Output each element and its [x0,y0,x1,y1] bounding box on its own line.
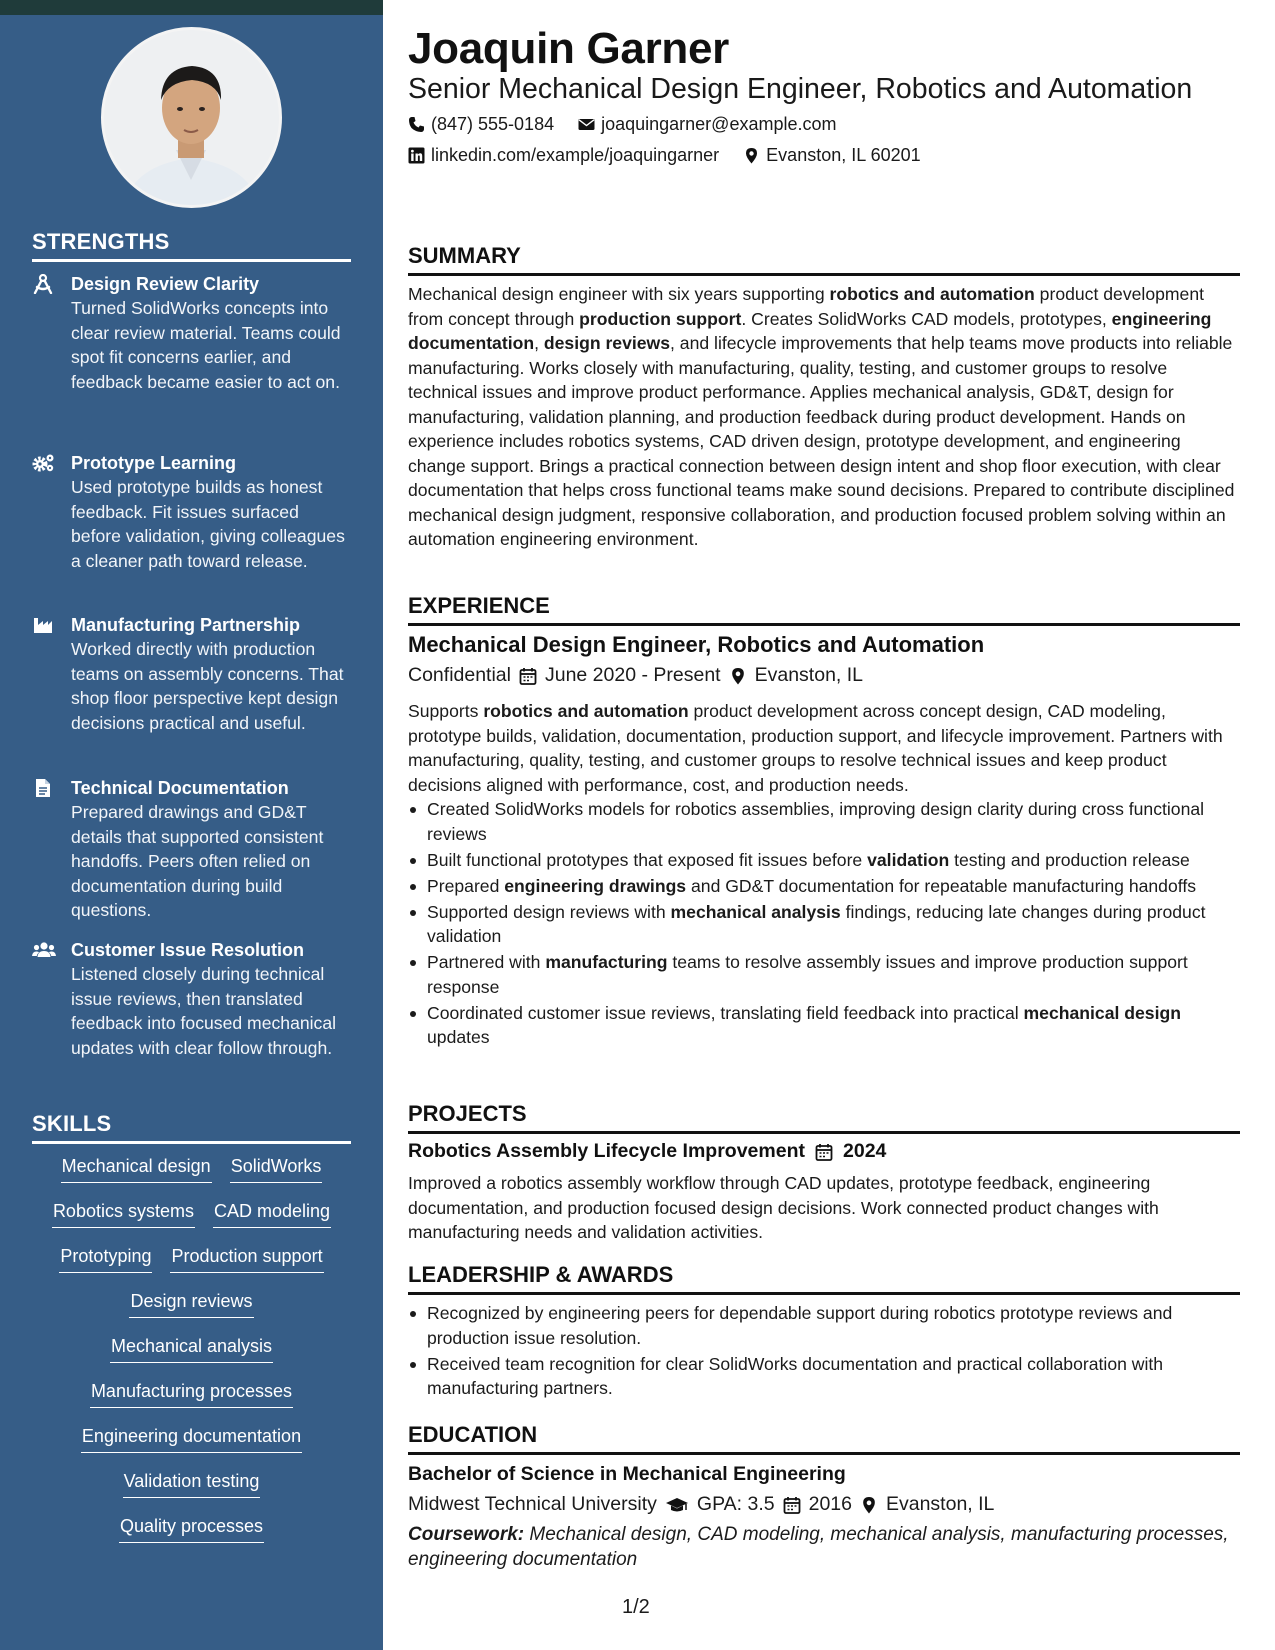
strength-title: Customer Issue Resolution [71,940,305,960]
skill-tag: Mechanical design [61,1154,212,1183]
job-title: Mechanical Design Engineer, Robotics and Automation [408,632,985,657]
gears-icon [32,453,56,473]
email-link[interactable]: joaquingarner@example.com [601,114,837,134]
job-meta [408,664,863,687]
job-location: Evanston, IL [754,664,864,686]
summary-text: Mechanical design engineer with six years supporting robotics and automation product development from concept through production support. Creates SolidWorks CAD models, prototypes, engineering documentation, design reviews, and lifecycle improvements that help teams move products into reliable manufacturing. Works closely with manufacturing, quality, testing, and customer groups to resolve technical issues and improve product performance. Applies mechanical analysis, GD&T, design for manufacturing, validation planning, and production feedback during product development. Hands on experience includes robotics systems, CAD driven design, prototype development, and engineering change support. Brings a practical connection between design intent and shop floor execution, with clear documentation that helps cross functional teams make sound decisions. Prepared to contribute disciplined mechanical design judgment, responsive collaboration, and production focused problem solving within an automation engineering environment. [408,284,1235,549]
school-name: Midwest Technical University [408,1493,657,1515]
list-item: Created SolidWorks models for robotics assemblies, improving design clarity during cross functional reviews [408,797,1240,846]
envelope-icon [578,116,595,133]
job-dates: June 2020 - Present [544,664,721,686]
strength-text: Prepared drawings and GD&T details that supported consistent handoffs. Peers often relied on documentation during build questions. [71,802,324,920]
strength-text: Listened closely during technical issue reviews, then translated feedback into focused mechanical updates with clear follow through. [71,964,337,1058]
list-item: Received team recognition for clear SolidWorks documentation and practical collaboration with manufacturing partners. [408,1352,1240,1401]
graduation-year: 2016 [808,1493,852,1515]
strength-item [32,776,352,923]
contact-row [408,114,837,135]
strength-title: Prototype Learning [71,453,237,473]
education-heading: EDUCATION [408,1422,1240,1455]
skill-tag: Robotics systems [52,1199,195,1228]
education-location: Evanston, IL [885,1493,995,1515]
contact-row [408,145,921,166]
gpa-text: GPA: 3.5 [696,1493,775,1515]
list-item: Coordinated customer issue reviews, translating field feedback into practical mechanical design updates [408,1001,1240,1050]
phone-icon [408,116,425,133]
calendar-icon [783,1496,801,1514]
location-text: Evanston, IL 60201 [766,145,921,165]
skill-tag: Engineering documentation [81,1424,302,1453]
graduation-cap-icon [665,1496,689,1514]
skill-tag: Design reviews [129,1289,253,1318]
list-item: Prepared engineering drawings and GD&T documentation for repeatable manufacturing handoffs [408,874,1240,899]
candidate-name: Joaquin Garner [408,24,729,73]
linkedin-icon [408,147,425,164]
strength-item [32,451,352,573]
strength-item [32,938,352,1060]
strength-text: Used prototype builds as honest feedback. Fit issues surfaced before validation, giving colleagues a cleaner path toward release. [71,477,345,571]
users-icon [32,940,56,960]
experience-heading: EXPERIENCE [408,593,1240,626]
candidate-title: Senior Mechanical Design Engineer, Robotics and Automation [408,73,1193,105]
strength-title: Technical Documentation [71,778,289,798]
compass-drafting-icon [32,274,56,294]
sidebar [0,0,383,1650]
skill-tag: Mechanical analysis [110,1334,273,1363]
strength-title: Manufacturing Partnership [71,615,301,635]
sidebar-top-bar [0,0,383,15]
job-description: Supports robotics and automation product development across concept design, CAD modeling, prototype builds, validation, documentation, production support, and lifecycle improvement. Partners with manufacturing, quality, testing, and customer groups to resolve technical issues and keep product decisions aligned with performance, cost, and production needs. [408,701,1223,795]
project-year: 2024 [843,1140,887,1162]
project-title: Robotics Assembly Lifecycle Improvement [408,1140,805,1162]
skill-tag: CAD modeling [213,1199,331,1228]
summary-heading: SUMMARY [408,243,1240,276]
list-item: Partnered with manufacturing teams to resolve assembly issues and improve production support response [408,950,1240,999]
education-meta [408,1493,994,1516]
linkedin-link[interactable]: linkedin.com/example/joaquingarner [431,145,720,165]
project-description: Improved a robotics assembly workflow through CAD updates, prototype feedback, engineering documentation, and production focused design decisions. Work connected product changes with manufacturing needs and validation activities. [408,1173,1159,1242]
strengths-heading: STRENGTHS [32,229,351,262]
experience-bullets [408,797,1240,1051]
coursework-text: Coursework: Mechanical design, CAD modeling, mechanical analysis, manufacturing processes, engineering documentation [408,1524,1229,1570]
projects-heading: PROJECTS [408,1101,1240,1134]
page-number: 1/2 [622,1596,650,1618]
strength-item [32,272,352,394]
skill-tag: Manufacturing processes [90,1379,293,1408]
calendar-icon [815,1143,833,1161]
calendar-icon [519,667,537,685]
document-icon [32,778,56,798]
skill-tag: Validation testing [123,1469,261,1498]
industry-icon [32,615,56,635]
strength-text: Turned SolidWorks concepts into clear review material. Teams could spot fit concerns earlier, and feedback became easier to act on. [71,298,341,392]
skill-tag: Production support [170,1244,323,1273]
phone-text: (847) 555-0184 [431,114,555,134]
skill-tag: Quality processes [119,1514,264,1543]
strength-item [32,613,352,735]
leadership-bullets [408,1301,1240,1402]
leadership-heading: LEADERSHIP & AWARDS [408,1262,1240,1295]
map-pin-icon [860,1496,878,1514]
degree-title: Bachelor of Science in Mechanical Engineering [408,1463,846,1485]
skill-tag: Prototyping [59,1244,152,1273]
list-item: Supported design reviews with mechanical analysis findings, reducing late changes during product validation [408,900,1240,949]
list-item: Built functional prototypes that exposed fit issues before validation testing and production release [408,848,1240,873]
map-pin-icon [729,667,747,685]
skill-tag: SolidWorks [230,1154,323,1183]
skills-heading: SKILLS [32,1111,351,1144]
skills-list [32,1154,351,1559]
strength-title: Design Review Clarity [71,274,260,294]
map-pin-icon [743,147,760,164]
profile-photo [101,27,282,208]
company-name: Confidential [408,664,511,686]
project-title-row [408,1140,886,1163]
list-item: Recognized by engineering peers for dependable support during robotics prototype reviews and production issue resolution. [408,1301,1240,1350]
strength-text: Worked directly with production teams on assembly concerns. That shop floor perspective kept design decisions practical and useful. [71,639,344,733]
